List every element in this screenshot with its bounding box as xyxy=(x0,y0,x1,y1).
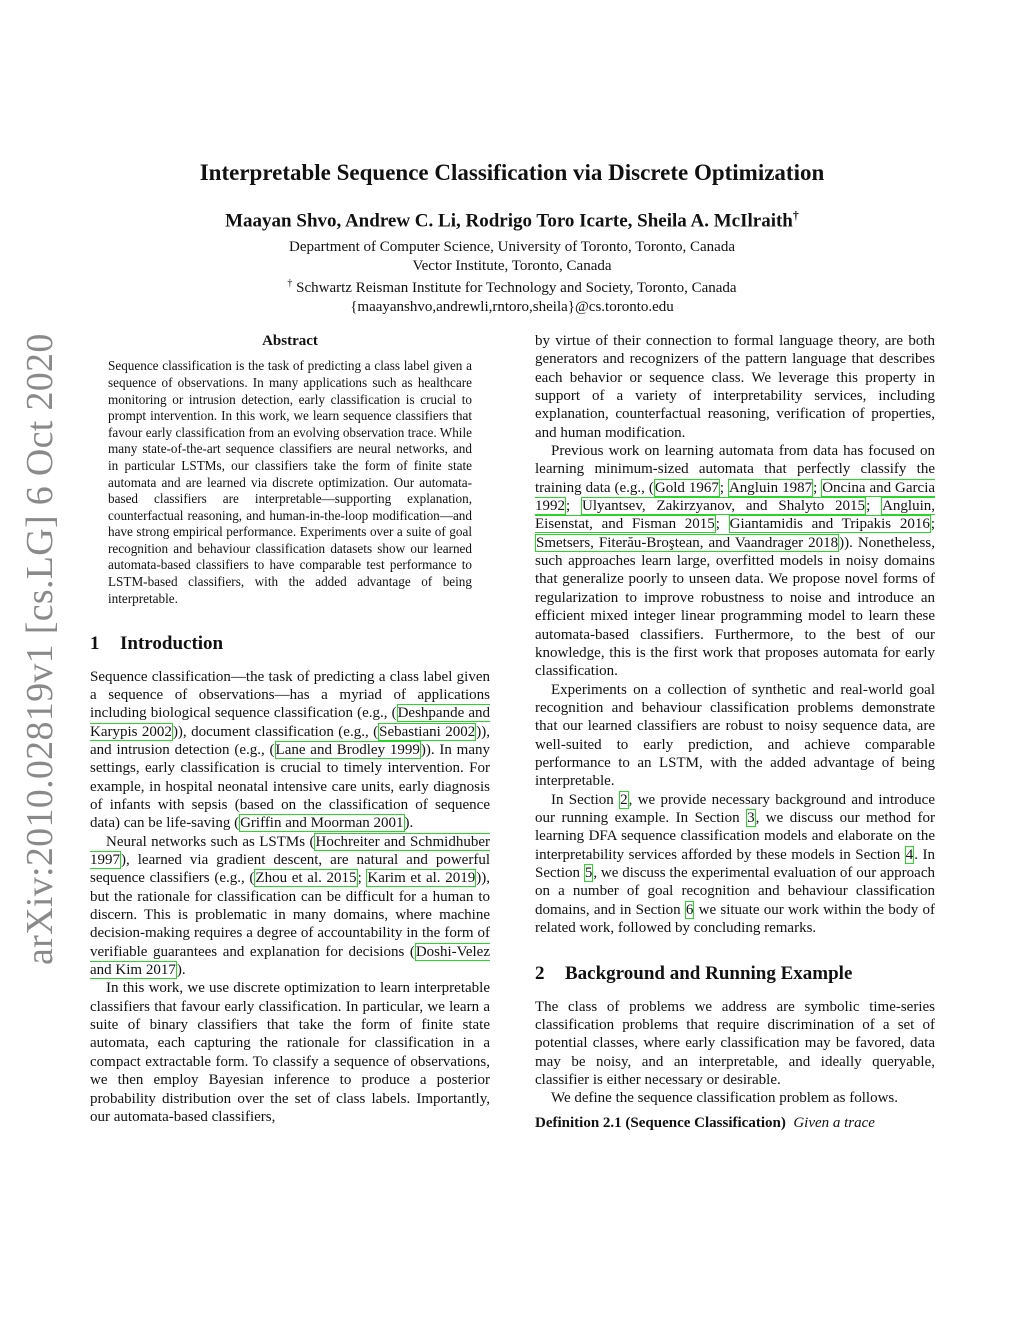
text-span: ; xyxy=(715,516,729,533)
right-paragraph-4 xyxy=(535,791,935,938)
affiliation-3 xyxy=(0,275,1024,298)
section-ref-link[interactable]: 6 xyxy=(685,901,694,918)
text-span: ). xyxy=(404,815,414,832)
section-ref-link[interactable]: 5 xyxy=(584,864,593,881)
affiliation-1: Department of Computer Science, University of Toronto, Toronto, Canada xyxy=(289,239,735,255)
section-2-heading xyxy=(535,965,935,983)
section-ref-link[interactable]: 2 xyxy=(620,791,628,808)
citation-link[interactable]: Gold 1967 xyxy=(654,479,719,496)
author-dagger: † xyxy=(792,208,799,222)
text-span: ; xyxy=(719,479,728,496)
right-paragraph-3: Experiments on a collection of synthetic and real-world goal recognition and behaviour classification problems demonstrate that our learned classifiers are robust to noisy sequence data, are well-suited to early prediction, and achieve comparable performance to an LSTM, with the added advantage of being interpretable. xyxy=(535,681,935,790)
citation-link[interactable]: Deshpande and Karypis 2002 xyxy=(90,705,490,740)
author-names: Maayan Shvo, Andrew C. Li, Rodrigo Toro Icarte, Sheila A. McIlraith xyxy=(225,210,793,232)
citation-link[interactable]: Zhou et al. 2015 xyxy=(255,870,357,887)
text-span: ; xyxy=(813,479,822,496)
text-span: ; xyxy=(866,498,882,515)
definition-label: Definition 2.1 (Sequence Classification) xyxy=(535,1114,786,1131)
text-span: , we discuss the experimental evaluation of our approach on a number of goal recognition and behaviour classification domains, and in Section xyxy=(535,864,935,918)
intro-paragraph-3: In this work, we use discrete optimization to learn interpretable classifiers that favour early classification. In particular, we learn a suite of binary classifiers that take the form of finite state automata, each capturing the rationale for classification in a compact extractable form. To classify a sequence of observations, we then employ Bayesian inference to produce a posterior probability distribution over the set of class labels. Importantly, our automata-based classifiers, xyxy=(90,980,490,1125)
text-span: In Section xyxy=(551,791,620,808)
definition-2-1 xyxy=(535,1114,935,1132)
right-paragraph-5: The class of problems we address are symbolic time-series classification problems that require discrimination of a set of potential classes, where early classification may be favored, data may be noisy, and an interpretable, and ideally queryable, classifier is either necessary or desirable. xyxy=(535,998,935,1089)
citation-link[interactable]: Doshi-Velez and Kim 2017 xyxy=(90,943,490,979)
text-span: ; xyxy=(930,516,935,533)
text-span: Previous work on learning automata from data has focused on learning minimum-sized automata that perfectly classify the training data (e.g., ( xyxy=(535,443,935,496)
section-1-number: 1 xyxy=(90,633,100,655)
citation-link[interactable]: Oncina and Garcia 1992 xyxy=(535,479,936,515)
text-span: , we provide necessary background and introduce our running example. In Section xyxy=(535,791,935,826)
citation-link[interactable]: Ulyantsev, Zakirzyanov, and Shalyto 2015 xyxy=(582,498,866,515)
text-span: . In Section xyxy=(535,846,935,881)
affiliation-dagger: † xyxy=(287,278,293,289)
section-ref-link[interactable]: 4 xyxy=(905,846,914,863)
arxiv-side-label: arXiv:2010.02819v1 [cs.LG] 6 Oct 2020 xyxy=(19,333,61,965)
right-paragraph-6: We define the sequence classification problem as follows. xyxy=(551,1090,899,1107)
affiliation-3-text: Schwartz Reisman Institute for Technology and Society, Toronto, Canada xyxy=(296,280,737,296)
text-span: )), and intrusion detection (e.g., ( xyxy=(90,723,490,758)
right-paragraph-2 xyxy=(535,442,935,680)
right-paragraph-1: by virtue of their connection to formal language theory, are both generators and recognizers of the pattern language that describes each behavior or sequence class. We leverage this property in support of a variety of interpretability services, including explanation, counterfactual reasoning, verification of properties, and human modification. xyxy=(535,333,935,441)
intro-paragraph-2 xyxy=(90,833,490,980)
paper-title: Interpretable Sequence Classification via Discrete Optimization xyxy=(199,160,825,185)
citation-link[interactable]: Griffin and Moorman 2001 xyxy=(240,815,404,832)
citation-link[interactable]: Sebastiani 2002 xyxy=(379,723,476,740)
text-span: Sequence classification—the task of predicting a class label given a sequence of observations—has a myriad of applications including biological sequence classification (e.g., ( xyxy=(90,668,490,722)
text-span: )). In many settings, early classification is crucial to timely intervention. For example, in hospital neonatal intensive care units, early diagnosis of infants with sepsis (based on the classification of sequence data) can be life-saving ( xyxy=(90,741,490,832)
citation-link[interactable]: Giantamidis and Tripakis 2016 xyxy=(729,516,930,533)
citation-link[interactable]: Angluin, Eisenstat, and Fisman 2015 xyxy=(535,498,935,533)
section-ref-link[interactable]: 3 xyxy=(747,809,755,826)
section-2-title: Background and Running Example xyxy=(565,963,853,985)
section-2-number: 2 xyxy=(535,963,545,985)
author-list xyxy=(0,208,1024,232)
section-1-heading xyxy=(90,635,490,653)
citation-link[interactable]: Hochreiter and Schmidhuber 1997 xyxy=(90,833,490,869)
citation-link[interactable]: Karim et al. 2019 xyxy=(367,870,476,887)
text-span: ; xyxy=(566,498,582,515)
text-span: ). xyxy=(176,962,186,979)
text-span: ; xyxy=(357,870,367,887)
intro-paragraph-1 xyxy=(90,668,490,833)
citation-link[interactable]: Lane and Brodley 1999 xyxy=(275,741,420,758)
definition-text: Given a trace xyxy=(793,1114,875,1131)
abstract-text: Sequence classification is the task of predicting a class label given a sequence of observations. In many applications such as healthcare monitoring or intrusion detection, early classification is crucial to prompt intervention. In this work, we learn sequence classifiers that favour early classification from an evolving observation trace. While many state-of-the-art sequence classifiers are neural networks, and in particular LSTMs, our classifiers take the form of finite state automata and are learned via discrete optimization. Our automata-based classifiers are interpretable—supporting explanation, counterfactual reasoning, and human-in-the-loop modification—and have strong empirical performance. Experiments over a suite of goal recognition and behaviour classification datasets show our learned automata-based classifiers to have comparable test performance to LSTM-based classifiers, with the added advantage of being interpretable. xyxy=(108,358,472,606)
citation-link[interactable]: Smetsers, Fiterău-Broştean, and Vaandrager 2018 xyxy=(536,534,839,551)
text-span: we situate our work within the body of related work, followed by concluding remarks. xyxy=(535,901,935,936)
text-span: , we discuss our method for learning DFA sequence classification models and elaborate on the interpretability services afforded by these models in Section xyxy=(535,809,935,863)
emails: {maayanshvo,andrewli,rntoro,sheila}@cs.toronto.edu xyxy=(350,298,674,315)
affiliation-2: Vector Institute, Toronto, Canada xyxy=(412,257,612,274)
affiliations xyxy=(0,238,1024,316)
text-span: ), learned via gradient descent, are natural and powerful sequence classifiers (e.g., ( xyxy=(90,852,490,887)
right-column xyxy=(535,332,935,1132)
text-span: )), but the rationale for classification can be difficult for a human to discern. This is problematic in many domains, where machine decision-making requires a degree of accountability in the form of verifiable guarantees and explanation for decisions ( xyxy=(90,870,490,960)
left-column xyxy=(90,332,490,1126)
abstract-heading: Abstract xyxy=(262,333,318,349)
citation-link[interactable]: Angluin 1987 xyxy=(728,479,813,496)
text-span: Neural networks such as LSTMs ( xyxy=(106,833,315,850)
section-1-title: Introduction xyxy=(120,633,224,655)
text-span: )), document classification (e.g., ( xyxy=(172,723,379,740)
text-span: )). Nonetheless, such approaches learn large, overfitted models in noisy domains that generalize poorly to unseen data. We propose novel forms of regularization to improve robustness to noise and introduce an efficient mixed integer linear programming model to learn these automata-based classifiers. Furthermore, to the best of our knowledge, this is the first work that proposes automata for early classification. xyxy=(535,534,935,680)
